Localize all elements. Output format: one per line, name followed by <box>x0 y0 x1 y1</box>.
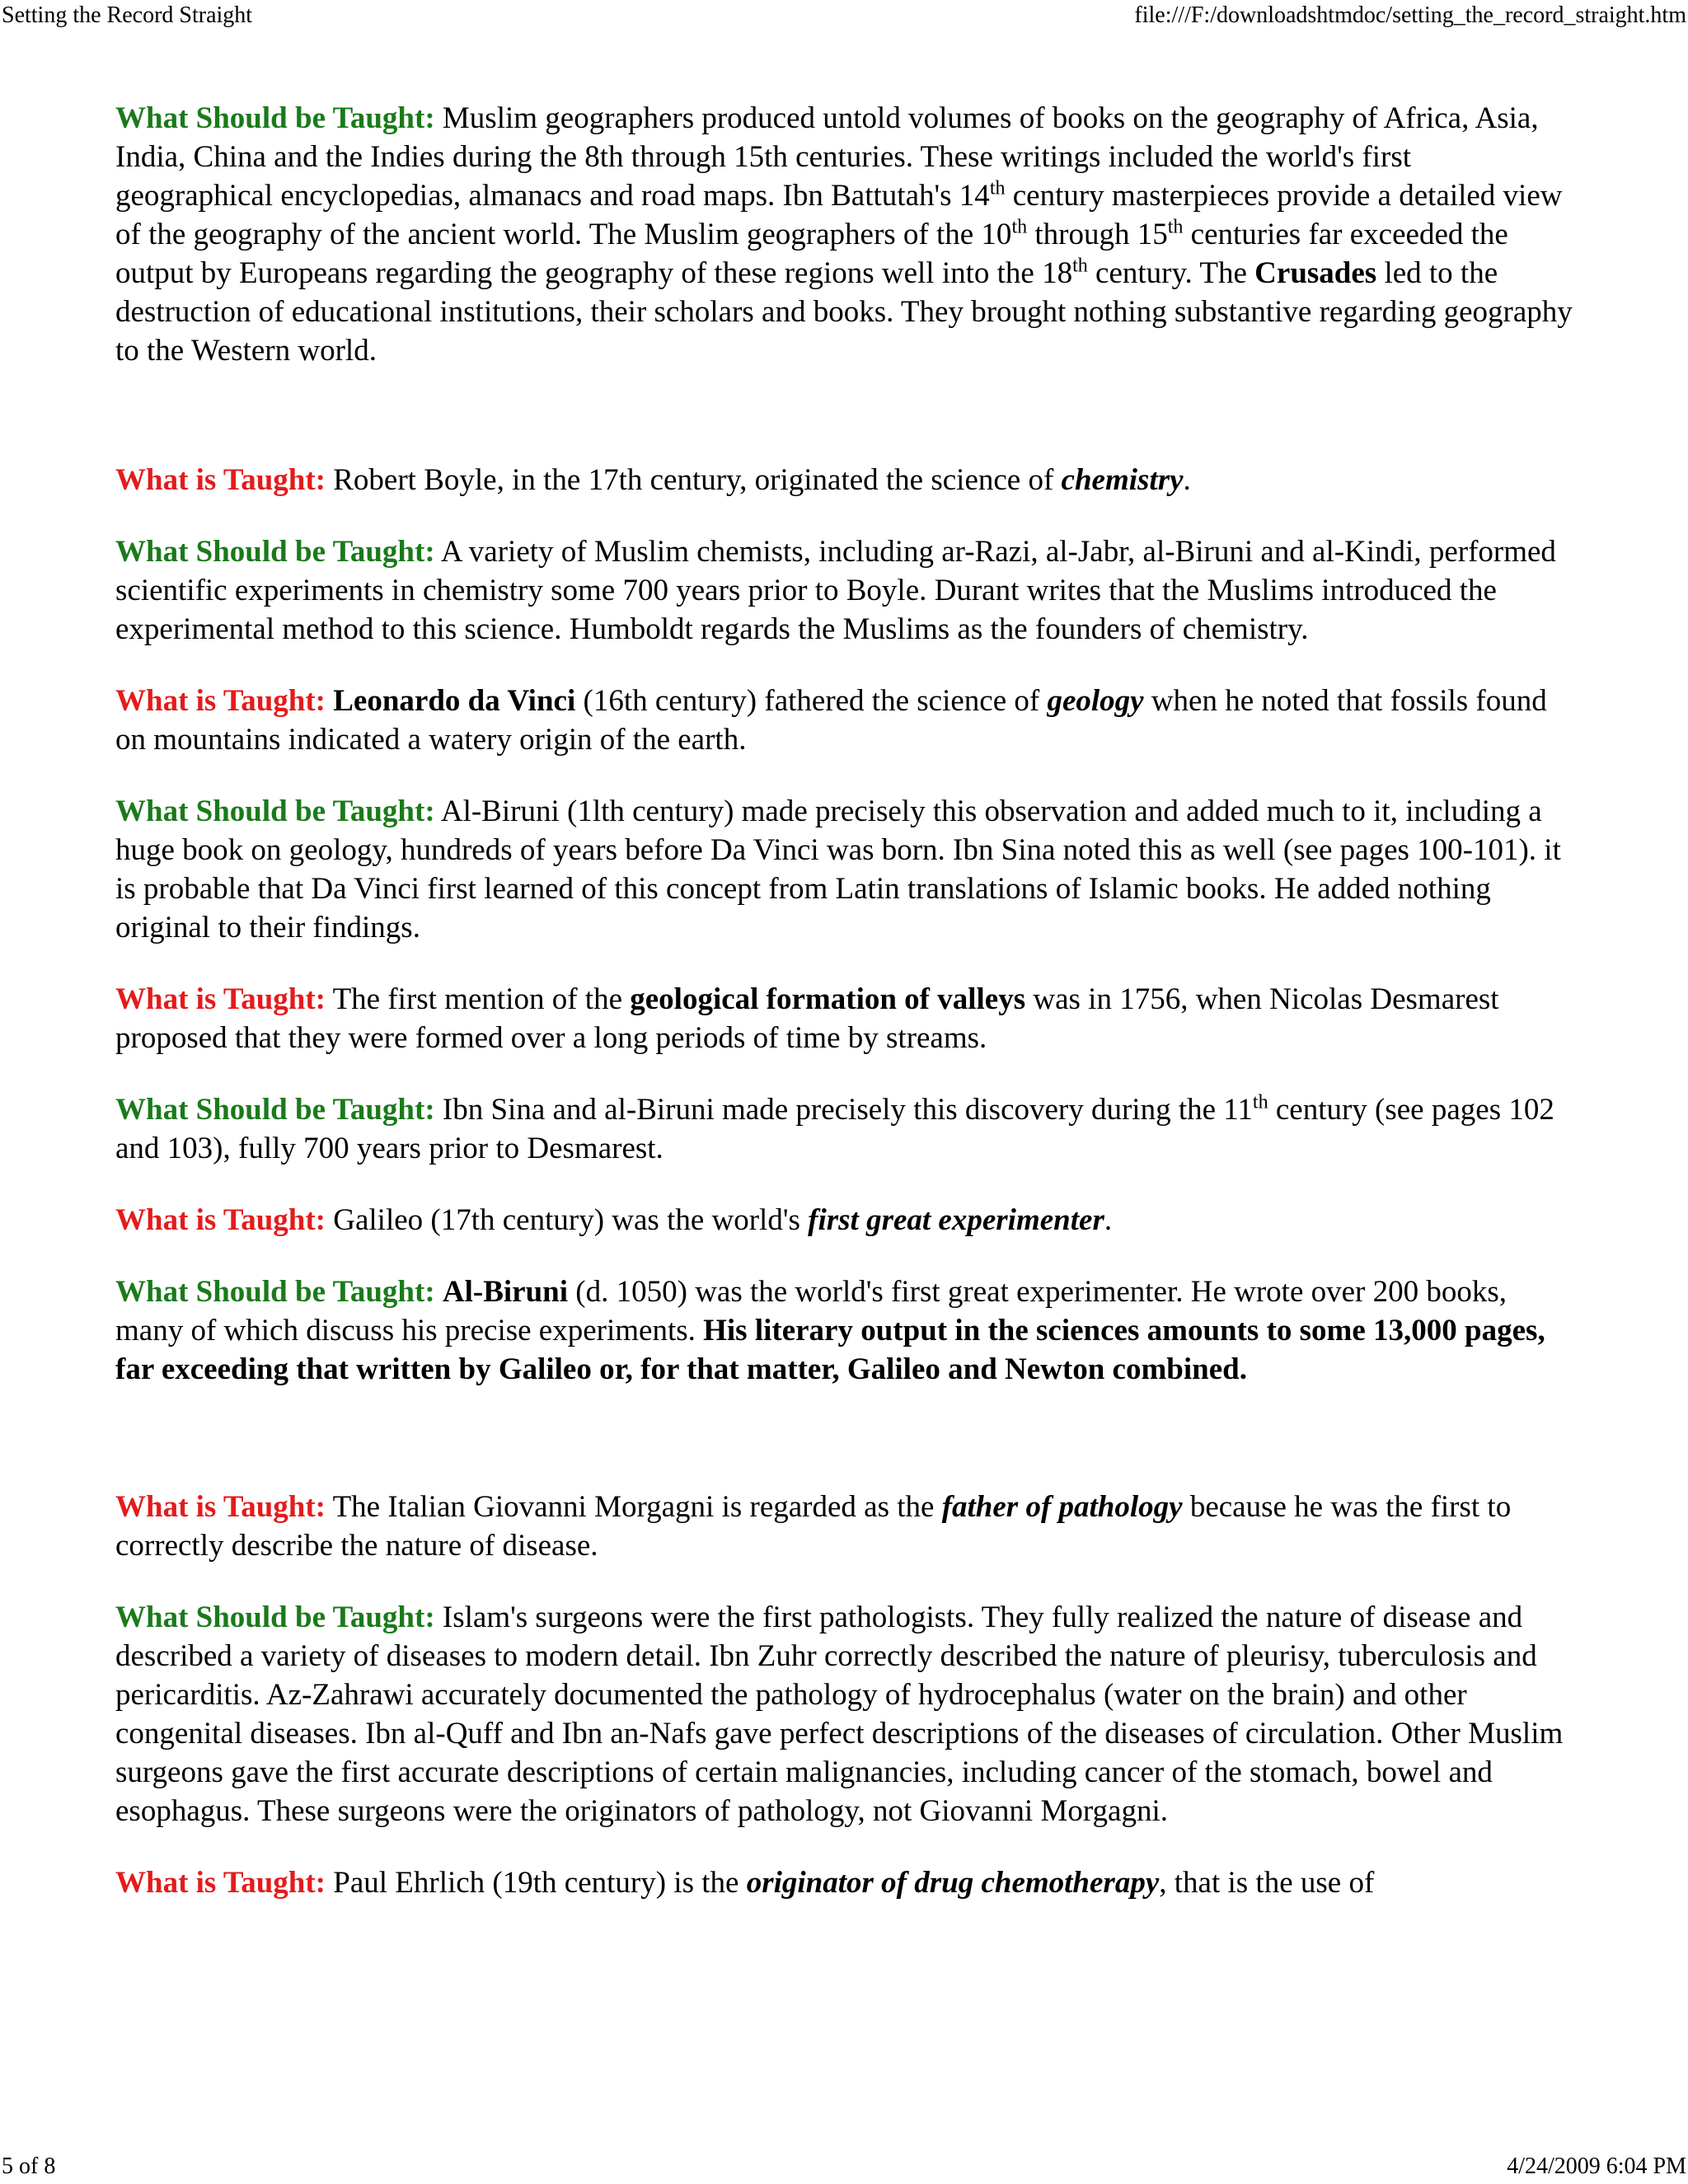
paragraph-chemistry-should: What Should be Taught: A variety of Muslim chemists, including ar-Razi, al-Jabr, al-Biruni and al-Kindi, performed scientific experiments in chemistry some 700 years prior to Boyle. Durant writes that the Muslims introduced the experimental method to this science. Humboldt regards the Muslims as the founders of chemistry. <box>115 535 1556 646</box>
label-should-be-taught: What Should be Taught: <box>115 1093 435 1127</box>
paragraph-pathology-is: What is Taught: The Italian Giovanni Morgagni is regarded as the father of pathology because he was the first to correctly describe the nature of disease. <box>115 1490 1512 1563</box>
label-should-be-taught: What Should be Taught: <box>115 535 435 569</box>
paragraph-valleys-should: What Should be Taught: Ibn Sina and al-Biruni made precisely this discovery during the 11th century (see pages 102 and 103), fully 700 years prior to Desmarest. <box>115 1091 1554 1165</box>
label-is-taught: What is Taught: <box>115 1490 326 1524</box>
paragraph-experimenter-should: What Should be Taught: Al-Biruni (d. 1050) was the world's first great experimenter. He wrote over 200 books, many of which discuss his precise experiments. His literary output in the sciences amounts to some 13,000 pages, far exceeding that written by Galileo or, for that matter, Galileo and Newton combined. <box>115 1275 1545 1386</box>
label-is-taught: What is Taught: <box>115 1203 326 1237</box>
paragraph-pathology-should: What Should be Taught: Islam's surgeons were the first pathologists. They fully realized the nature of disease and described a variety of diseases to modern detail. Ibn Zuhr correctly described the nature of pleurisy, tuberculosis and pericarditis. Az-Zahrawi accurately documented the pathology of hydrocephalus (water on the brain) and other congenital diseases. Ibn al-Quff and Ibn an-Nafs gave perfect descriptions of the diseases of circulation. Other Muslim surgeons gave the first accurate descriptions of certain malignancies, including cancer of the stomach, bowel and esophagus. These surgeons were the originators of pathology, not Giovanni Morgagni. <box>115 1601 1564 1828</box>
page-footer <box>0 2151 1688 2184</box>
label-should-be-taught: What Should be Taught: <box>115 1275 435 1309</box>
document-body <box>115 99 1574 1935</box>
print-datetime: 4/24/2009 6:04 PM <box>1507 2154 1686 2179</box>
label-is-taught: What is Taught: <box>115 1866 326 1900</box>
paragraph-geology-should: What Should be Taught: Al-Biruni (1lth century) made precisely this observation and added much to it, including a huge book on geology, hundreds of years before Da Vinci was born. Ibn Sina noted this as well (see pages 100-101). it is probable that Da Vinci first learned of this concept from Latin translations of Islamic books. He added nothing original to their findings. <box>115 794 1561 944</box>
document-path: file:///F:/downloadshtmdoc/setting_the_record_straight.htm <box>1134 2 1686 28</box>
paragraph-experimenter-is: What is Taught: Galileo (17th century) was the world's first great experimenter. <box>115 1203 1113 1237</box>
page-header <box>0 0 1688 33</box>
label-is-taught: What is Taught: <box>115 463 326 497</box>
label-should-be-taught: What Should be Taught: <box>115 101 435 135</box>
label-should-be-taught: What Should be Taught: <box>115 1601 435 1634</box>
label-is-taught: What is Taught: <box>115 684 326 718</box>
document-title: Setting the Record Straight <box>2 2 253 28</box>
paragraph-chemotherapy-is: What is Taught: Paul Ehrlich (19th century) is the originator of drug chemotherapy, that is the use of <box>115 1866 1375 1900</box>
paragraph-geology-is: What is Taught: Leonardo da Vinci (16th century) fathered the science of geology when he noted that fossils found on mountains indicated a watery origin of the earth. <box>115 684 1547 757</box>
paragraph-geography-should: What Should be Taught: Muslim geographers produced untold volumes of books on the geography of Africa, Asia, India, China and the Indies during the 8th through 15th centuries. These writings included the world's first geographical encyclopedias, almanacs and road maps. Ibn Battutah's 14th century masterpieces provide a detailed view of the geography of the ancient world. The Muslim geographers of the 10th through 15th centuries far exceeded the output by Europeans regarding the geography of these regions well into the 18th century. The Crusades led to the destruction of educational institutions, their scholars and books. They brought nothing substantive regarding geography to the Western world. <box>115 101 1573 368</box>
label-is-taught: What is Taught: <box>115 982 326 1016</box>
page-number: 5 of 8 <box>2 2154 56 2179</box>
label-should-be-taught: What Should be Taught: <box>115 794 435 828</box>
paragraph-valleys-is: What is Taught: The first mention of the geological formation of valleys was in 1756, when Nicolas Desmarest proposed that they were formed over a long periods of time by streams. <box>115 982 1499 1055</box>
paragraph-chemistry-is: What is Taught: Robert Boyle, in the 17th century, originated the science of chemistry. <box>115 463 1191 497</box>
